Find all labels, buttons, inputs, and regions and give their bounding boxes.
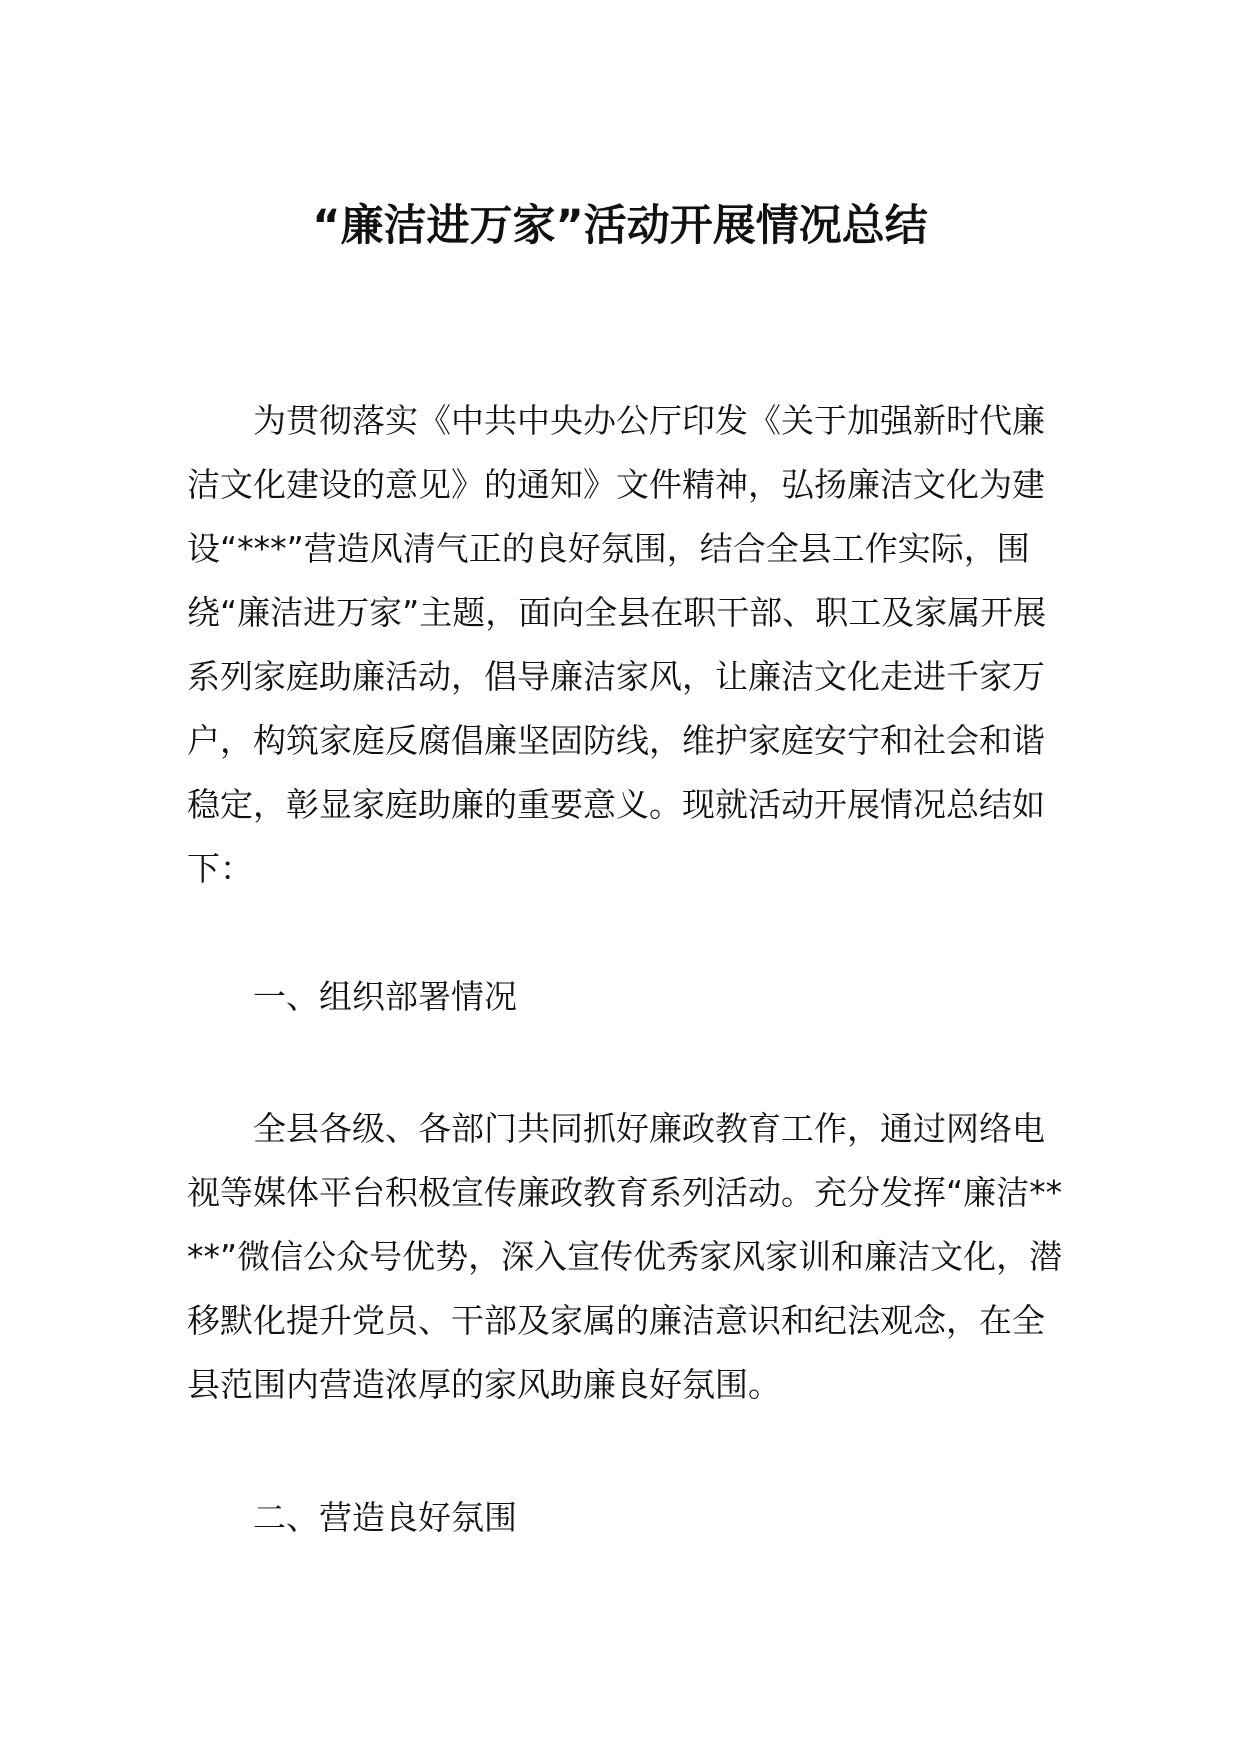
document-title: “廉洁进万家”活动开展情况总结 xyxy=(312,201,928,251)
section-heading-2: 二、营造良好氛围 xyxy=(253,1498,517,1537)
section-1-paragraph: 全县各级、各部门共同抓好廉政教育工作，通过网络电视等媒体平台积极宣传廉政教育系列活动。充分发挥“廉洁****”微信公众号优势，深入宣传优秀家风家训和廉洁文化，潜移默化提升党员、干部及家属的廉洁意识和纪法观念，在全县范围内营造浓厚的家风助廉良好氛围。 xyxy=(187,1109,1063,1404)
intro-paragraph: 为贯彻落实《中共中央办公厅印发《关于加强新时代廉洁文化建设的意见》的通知》文件精神，弘扬廉洁文化为建设“***”营造风清气正的良好氛围，结合全县工作实际，围绕“廉洁进万家”主题，面向全县在职干部、职工及家属开展系列家庭助廉活动，倡导廉洁家风，让廉洁文化走进千家万户，构筑家庭反腐倡廉坚固防线，维护家庭安宁和社会和谐稳定，彰显家庭助廉的重要意义。现就活动开展情况总结如下： xyxy=(187,401,1047,888)
section-heading-1: 一、组织部署情况 xyxy=(253,977,517,1016)
